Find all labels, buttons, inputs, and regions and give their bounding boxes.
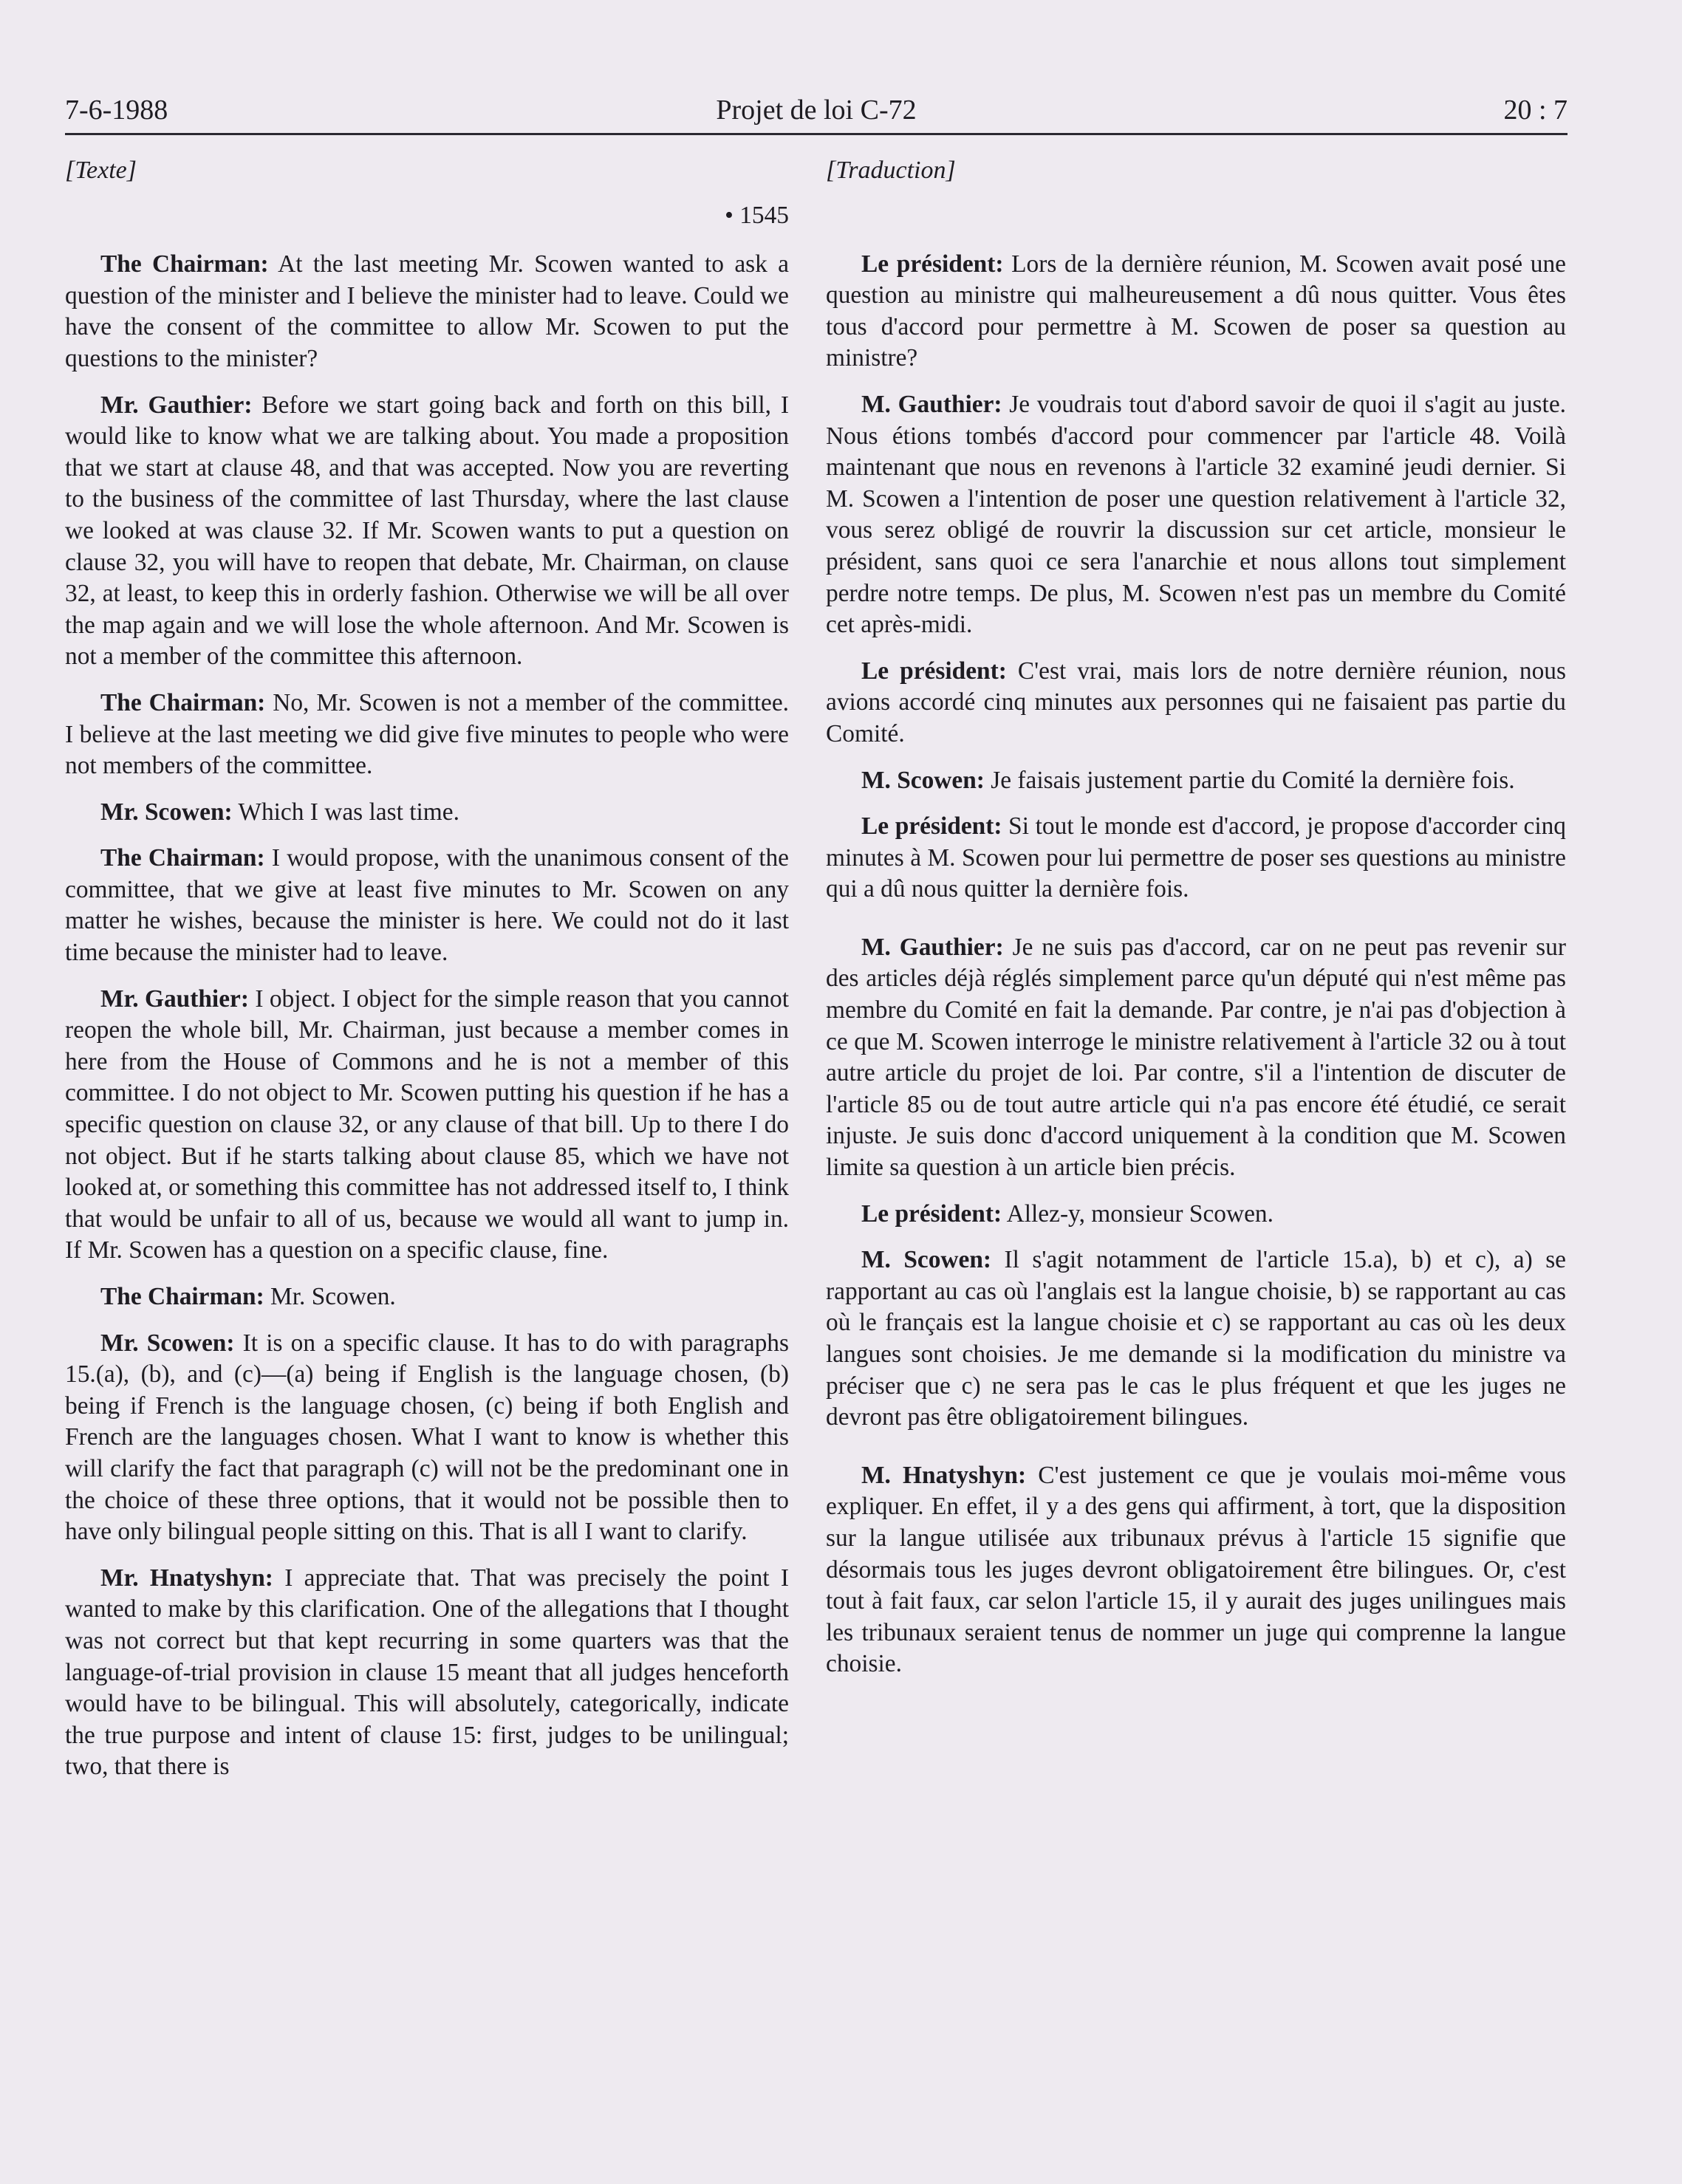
speaker-name: The Chairman: (100, 844, 265, 872)
transcript-paragraph (826, 811, 1566, 906)
speech-text: Je voudrais tout d'abord savoir de quoi il s'agit au juste. Nous étions tombés d'accord pour commencer par l'article 48. Voilà maintenant que nous en revenons à l'article 32 examiné jeudi dernier. Si M. Scowen a l'intention de poser une question relativement à l'article 32, vous serez obligé de rouvrir la discussion sur cet article, monsieur le président, sans quoi ce sera l'anarchie et nous allons tout simplement perdre notre temps. De plus, M. Scowen n'est pas un membre du Comité cet après-midi. (826, 390, 1566, 639)
speaker-name: The Chairman: (100, 1283, 264, 1310)
transcript-paragraph (826, 765, 1566, 797)
transcript-paragraph (65, 797, 789, 829)
time-marker: • 1545 (725, 201, 789, 229)
speech-text: At the last meeting Mr. Scowen wanted to ask a question of the minister and I believe the minister had to leave. Could we have the consent of the committee to allow Mr. Scowen to put the questions to the minister? (65, 250, 789, 372)
speech-text: I appreciate that. That was precisely the point I wanted to make by this clarification. One of the allegations that I thought was not correct but that kept recurring in some quarters was that the language-of-trial provision in clause 15 meant that all judges henceforth would have to be bilingual. This will absolutely, categorically, indicate the true purpose and intent of clause 15: first, judges to be unilingual; two, that there is (65, 1564, 790, 1781)
speech-text: C'est vrai, mais lors de notre dernière réunion, nous avions accordé cinq minutes aux personnes qui ne faisaient pas partie du Comité. (826, 657, 1566, 747)
speaker-name: M. Hnatyshyn: (861, 1461, 1027, 1489)
header-title: Projet de loi C-72 (716, 95, 917, 126)
column-label-texte: [Texte] (65, 157, 137, 184)
transcript-paragraph (65, 688, 789, 782)
transcript-paragraph (65, 984, 789, 1267)
speech-text: Allez-y, monsieur Scowen. (1002, 1199, 1274, 1228)
column-spacer (826, 210, 1566, 249)
speech-text: Mr. Scowen. (264, 1283, 396, 1310)
french-transcript (826, 249, 1566, 1680)
speech-text: Before we start going back and forth on this bill, I would like to know what we are talking about. You made a proposition that we start at clause 48, and that was accepted. Now you are reverting to the business of the committee of last Thursday, where the last clause we looked at was clause 32. If Mr. Scowen wants to put a question on clause 32, you will have to reopen that debate, Mr. Chairman, on clause 32, at least, to keep this in orderly fashion. Otherwise we will be all over the map again and we will lose the whole afternoon. And Mr. Scowen is not a member of the committee this afternoon. (65, 391, 789, 671)
header-date: 7-6-1988 (65, 95, 168, 126)
transcript-paragraph (826, 389, 1566, 641)
transcript-paragraph (65, 1563, 789, 1783)
speaker-name: Mr. Scowen: (100, 798, 233, 826)
transcript-paragraph (65, 1281, 789, 1313)
transcript-paragraph (65, 843, 789, 968)
speaker-name: Mr. Gauthier: (100, 985, 249, 1013)
speaker-name: The Chairman: (100, 688, 266, 716)
transcript-paragraph (826, 1245, 1566, 1434)
speech-text: I object. I object for the simple reason that you cannot reopen the whole bill, Mr. Chairman, just because a member comes in here from the House of Commons and he is not a member of this committee. I do not object to Mr. Scowen putting his question if he has a specific question on clause 32, or any clause of that bill. Up to there I do not object. But if he starts talking about clause 85, which we have not looked at, or something this committee has not addressed itself to, I think that would be unfair to all of us, because we would all want to jump in. If Mr. Scowen has a question on a specific clause, fine. (65, 985, 789, 1264)
transcript-paragraph (826, 249, 1566, 374)
speaker-name: Mr. Scowen: (100, 1329, 235, 1357)
transcript-paragraph (65, 390, 789, 673)
speaker-name: M. Gauthier: (861, 390, 1002, 418)
speaker-name: M. Gauthier: (861, 933, 1004, 961)
column-label-traduction: [Traduction] (826, 157, 956, 184)
transcript-paragraph (65, 1328, 789, 1548)
english-transcript (65, 249, 789, 1783)
speaker-name: Le président: (861, 657, 1007, 685)
transcript-paragraph (65, 249, 789, 374)
speaker-name: Mr. Gauthier: (100, 391, 253, 419)
transcript-paragraph (826, 1199, 1566, 1230)
speaker-name: The Chairman: (100, 250, 269, 278)
speech-text: It is on a specific clause. It has to do with paragraphs 15.(a), (b), and (c)—(a) being if English is the language chosen, (b) being if French is the language chosen, (c) being if both English and French are the languages chosen. What I want to know is whether this will clarify the fact that paragraph (c) will not be the predominant one in the choice of these three options, that it would not be possible then to have only bilingual people sitting on this. That is all I want to clarify. (65, 1329, 789, 1546)
transcript-paragraph (826, 1460, 1566, 1680)
speech-text: Lors de la dernière réunion, M. Scowen avait posé une question au ministre qui malheureusement a dû nous quitter. Vous êtes tous d'accord pour permettre à M. Scowen de poser sa question au ministre? (826, 250, 1566, 372)
speaker-name: Le président: (861, 250, 1004, 278)
speech-text: Il s'agit notamment de l'article 15.a), b) et c), a) se rapportant au cas où l'anglais est la langue choisie, b) se rapportant au cas où le français est la langue choisie et c) se rapportant au cas où les deux langues sont choisies. Je me demande si la modification du ministre va préciser que c) ne sera pas le cas le plus fréquent et que les juges ne devront pas être obligatoirement bilingues. (826, 1246, 1567, 1431)
transcript-paragraph (826, 656, 1566, 750)
speaker-name: M. Scowen: (861, 1246, 992, 1274)
speaker-name: Le président: (861, 812, 1002, 841)
speech-text: No, Mr. Scowen is not a member of the committee. I believe at the last meeting we did give five minutes to people who were not members of the committee. (65, 688, 789, 780)
speaker-name: M. Scowen: (861, 766, 985, 794)
speaker-name: Le président: (861, 1199, 1002, 1228)
speech-text: C'est justement ce que je voulais moi-même vous expliquer. En effet, il y a des gens qui affirment, à tort, que la disposition sur la langue utilisée aux tribunaux prévus à l'article 15 signifie que désormais tous les juges devront obligatoirement être bilingues. Or, c'est tout à fait faux, car selon l'article 15, il y aurait des juges unilingues mais les tribunaux seraient tenus de nommer un juge qui comprenne la langue choisie. (826, 1461, 1567, 1678)
speech-text: I would propose, with the unanimous consent of the committee, that we give at least five minutes to Mr. Scowen on any matter he wishes, because the minister is here. We could not do it last time because the minister had to leave. (65, 844, 789, 967)
transcript-paragraph (826, 932, 1566, 1184)
page-header (65, 87, 1568, 135)
speech-text: Je faisais justement partie du Comité la dernière fois. (984, 766, 1515, 794)
speaker-name: Mr. Hnatyshyn: (100, 1564, 273, 1592)
speech-text: Which I was last time. (232, 798, 459, 826)
english-column (65, 155, 789, 1798)
header-page-number: 20 : 7 (1503, 95, 1568, 126)
french-column (826, 155, 1566, 1695)
speech-text: Je ne suis pas d'accord, car on ne peut pas revenir sur des articles déjà réglés simplement parce qu'un député qui n'est même pas membre du Comité en fait la demande. Par contre, je n'ai pas d'objection à ce que M. Scowen interroge le ministre relativement à l'article 32 ou à tout autre article du projet de loi. Par contre, s'il a l'intention de discuter de l'article 85 ou de tout autre article qui n'a pas encore été étudié, ce serait injuste. Je suis donc d'accord uniquement à la condition que M. Scowen limite sa question à un article bien précis. (826, 933, 1566, 1182)
speech-text: Si tout le monde est d'accord, je propose d'accorder cinq minutes à M. Scowen pour lui permettre de poser ses questions au ministre qui a dû nous quitter la dernière fois. (826, 812, 1566, 903)
